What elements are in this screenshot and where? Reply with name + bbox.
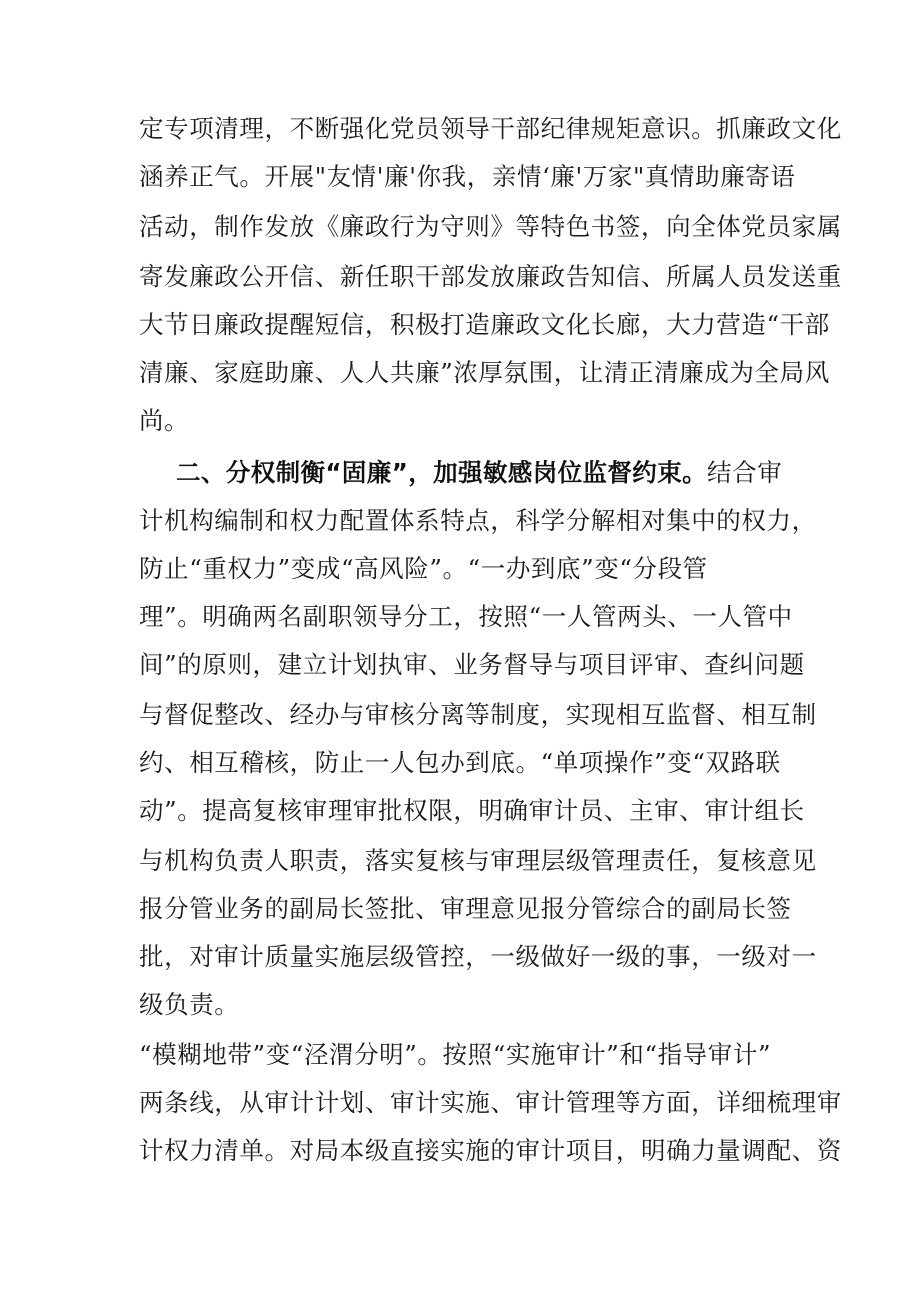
paragraph-1-line-3: 活动，制作发放《廉政行为守则》等特色书签，向全体党员家属 xyxy=(139,212,842,241)
paragraph-2-line-11: 级负责。 xyxy=(139,990,240,1019)
paragraph-2-line-2: 防止“重权力”变成“高风险”。“一办到底”变“分段管 xyxy=(139,554,708,583)
paragraph-1-line-5: 大节日廉政提醒短信，积极打造廉政文化长廊，大力营造“干部 xyxy=(139,310,830,339)
paragraph-3-line-2: 两条线，从审计计划、审计实施、审计管理等方面，详细梳理审 xyxy=(139,1088,842,1117)
paragraph-3-line-3: 计权力清单。对局本级直接实施的审计项目，明确力量调配、资 xyxy=(139,1136,842,1165)
paragraph-1-line-4: 寄发廉政公开信、新任职干部发放廉政告知信、所属人员发送重 xyxy=(139,262,842,291)
paragraph-1-line-2: 涵养正气。开展"友情'廉'你我，亲情‘廉'万家"真情助廉寄语 xyxy=(139,162,796,191)
paragraph-2-line-10: 批，对审计质量实施层级管控，一级做好一级的事，一级对一 xyxy=(139,942,817,971)
paragraph-1-line-1: 定专项清理，不断强化党员领导干部纪律规矩意识。抓廉政文化 xyxy=(139,114,842,143)
paragraph-2-line-6: 约、相互稽核，防止一人包办到底。“单项操作”变“双路联 xyxy=(139,748,781,777)
paragraph-3-line-1: “模糊地带”变“泾渭分明”。按照“实施审计”和“指导审计” xyxy=(139,1040,772,1069)
paragraph-2-line-1: 计机构编制和权力配置体系特点，科学分解相对集中的权力， xyxy=(139,506,817,535)
paragraph-2-first-line xyxy=(176,456,788,490)
paragraph-1-line-6: 清廉、家庭助廉、人人共廉”浓厚氛围，让清正清廉成为全局风 xyxy=(139,358,830,387)
paragraph-2-line-7: 动”。提高复核审理审批权限，明确审计员、主审、审计组长 xyxy=(139,796,805,825)
paragraph-2-line-8: 与机构负责人职责，落实复核与审理层级管理责任，复核意见 xyxy=(139,846,817,875)
paragraph-1-line-7: 尚。 xyxy=(139,406,190,435)
paragraph-2-line-9: 报分管业务的副局长签批、审理意见报分管综合的副局长签 xyxy=(139,894,792,923)
paragraph-2-line-5: 与督促整改、经办与审核分离等制度，实现相互监督、相互制 xyxy=(139,700,817,729)
paragraph-2-line-4: 间”的原则，建立计划执审、业务督导与项目评审、查纠问题 xyxy=(139,650,805,679)
section-heading-tail: 结合审 xyxy=(707,458,783,487)
paragraph-2-line-3: 理”。明确两名副职领导分工，按照“一人管两头、一人管中 xyxy=(139,602,793,631)
section-heading: 二、分权制衡“固廉”，加强敏感岗位监督约束。 xyxy=(176,458,708,487)
